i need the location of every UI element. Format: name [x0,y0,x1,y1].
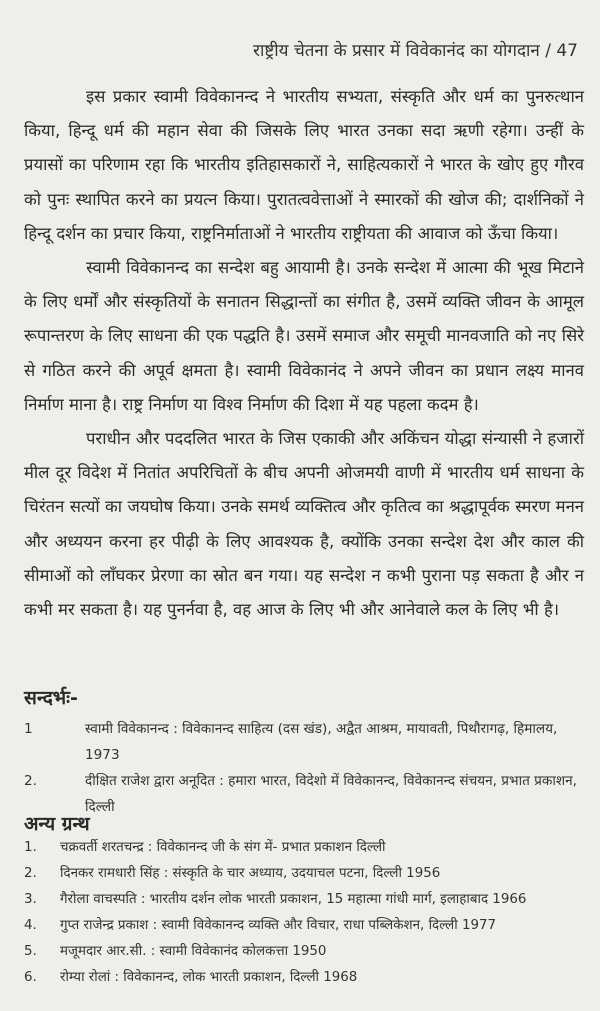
bibliography-number: 1. [24,840,37,855]
bibliography-item [24,913,580,939]
other-texts-heading: अन्य ग्रन्थ [24,813,90,835]
paragraph: इस प्रकार स्वामी विवेकानन्द ने भारतीय सभ्यता, संस्कृति और धर्म का पुनरुत्थान किया, हिन्दू धर्म की महान सेवा की जिसके लिए भारत उनका सदा ऋणी रहेगा। उन्हीं के प्रयासों का परिणाम रहा कि भारतीय इतिहासकारों ने, साहित्यकारों ने भारत के खोए हुए गौरव को पुनः स्थापित करने का प्रयत्न किया। पुरातत्ववेत्ताओं ने स्मारकों की खोज की; दार्शनिकों ने हिन्दू दर्शन का प्रचार किया, राष्ट्रनिर्माताओं ने भारतीय राष्ट्रीयता की आवाज को ऊँचा किया। [24,87,584,243]
bibliography-number: 2. [24,865,37,881]
reference-number: 1 [24,721,33,737]
body-text [24,80,584,627]
bibliography-text: चक्रवर्ती शरतचन्द्र : विवेकानन्द जी के संग में- प्रभात प्रकाशन दिल्ली [60,840,386,855]
bibliography-text: मजूमदार आर.सी. : स्वामी विवेकानंद कोलकत्ता 1950 [60,943,327,959]
bibliography-item [24,835,580,861]
bibliography-item [24,887,580,913]
running-header: राष्ट्रीय चेतना के प्रसार में विवेकानंद का योगदान / 47 [253,41,578,61]
bibliography-item [24,861,580,887]
bibliography-text: दिनकर रामधारी सिंह : संस्कृति के चार अध्याय, उदयाचल पटना, दिल्ली 1956 [60,865,441,881]
bibliography-item [24,965,580,991]
bibliography-number: 3. [24,891,37,907]
reference-text: दीक्षित राजेश द्वारा अनूदित : हमारा भारत, विदेशो में विवेकानन्द, विवेकानन्द संचयन, प्रभात प्रकाशन, दिल्ली [85,773,577,815]
reference-item [24,768,580,820]
references-heading: सन्दर्भः- [24,687,78,709]
bibliography-number: 5. [24,943,37,959]
paragraph: पराधीन और पददलित भारत के जिस एकाकी और अकिंचन योद्धा संन्यासी ने हजारों मील दूर विदेश में नितांत अपरिचितों के बीच अपनी ओजमयी वाणी में भारतीय धर्म साधना के चिरंतन सत्यों का जयघोष किया। उनके समर्थ व्यक्तित्व और कृतित्व का श्रद्धापूर्वक स्मरण मनन और अध्ययन करना हर पीढ़ी के लिए आवश्यक है, क्योंकि उनका सन्देश देश और काल की सीमाओं को लाँघकर प्रेरणा का स्रोत बन गया। यह सन्देश न कभी पुराना पड़ सकता है और न कभी मर सकता है। यह पुनर्नवा है, वह आज के लिए भी और आनेवाले कल के लिए भी है। [24,429,584,620]
reference-item [24,716,580,768]
bibliography-item [24,939,580,965]
references-list [24,716,580,820]
reference-number: 2. [24,773,37,789]
reference-text: स्वामी विवेकानन्द : विवेकानन्द साहित्य (दस खंड), अद्वैत आश्रम, मायावती, पिथौरागढ़, हिमालय, 1973 [85,721,558,763]
bibliography-number: 6. [24,969,37,985]
bibliography-number: 4. [24,917,37,933]
bibliography-text: गैरोला वाचस्पति : भारतीय दर्शन लोक भारती प्रकाशन, 15 महात्मा गांधी मार्ग, इलाहाबाद 1966 [60,891,527,907]
paragraph: स्वामी विवेकानन्द का सन्देश बहु आयामी है। उनके सन्देश में आत्मा की भूख मिटाने के लिए धर्मों और संस्कृतियों के सनातन सिद्धान्तों का संगीत है, उसमें व्यक्ति जीवन के आमूल रूपान्तरण के लिए साधना की एक पद्धति है। उसमें समाज और समूची मानवजाति को नए सिरे से गठित करने की अपूर्व क्षमता है। स्वामी विवेकानंद ने अपने जीवन का प्रधान लक्ष्य मानव निर्माण माना है। राष्ट्र निर्माण या विश्व निर्माण की दिशा में यह पहला कदम है। [24,258,584,414]
bibliography-text: रोम्या रोलां : विवेकानन्द, लोक भारती प्रकाशन, दिल्ली 1968 [60,969,358,985]
bibliography-text: गुप्त राजेन्द्र प्रकाश : स्वामी विवेकानन्द व्यक्ति और विचार, राधा पब्लिकेशन, दिल्ली 1977 [60,917,497,933]
other-texts-list [24,835,580,990]
